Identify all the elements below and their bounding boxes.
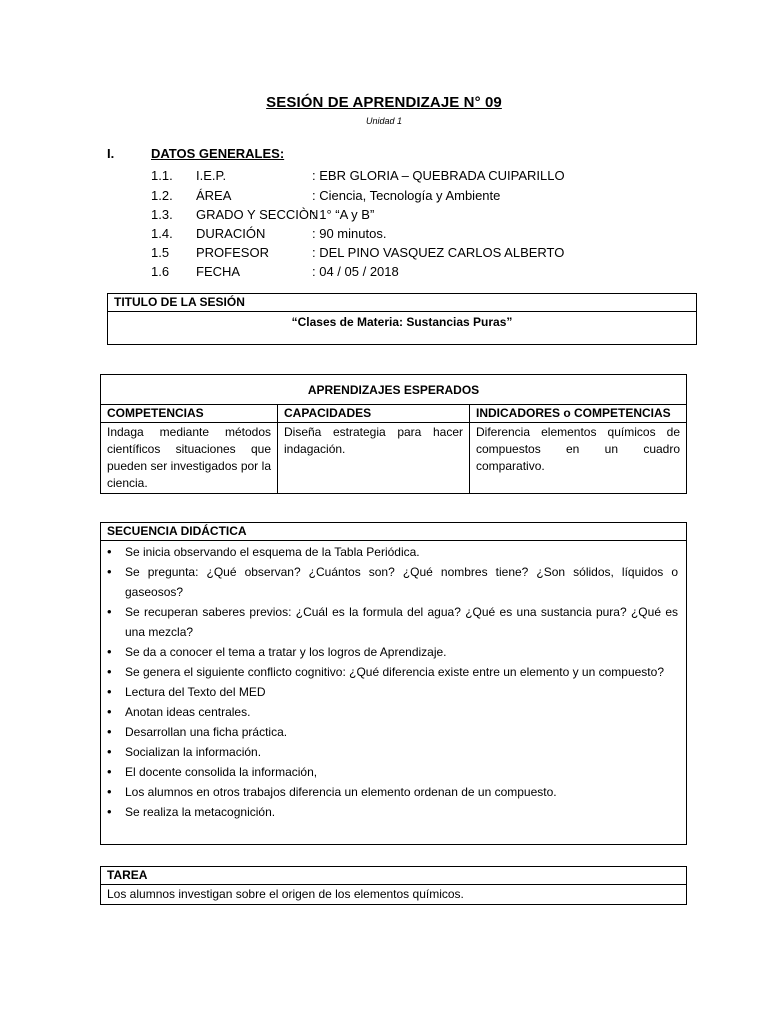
table-caption: APRENDIZAJES ESPERADOS	[101, 375, 687, 405]
column-header-indicadores: INDICADORES o COMPETENCIAS	[470, 405, 687, 423]
list-item: • Se pregunta: ¿Qué observan? ¿Cuántos son? ¿Qué nombres tiene? ¿Son sólidos, líquidos o gaseosos?	[125, 562, 678, 602]
section-number: I.	[107, 146, 115, 161]
session-title-heading: TITULO DE LA SESIÓN	[108, 294, 696, 312]
column-header-competencias: COMPETENCIAS	[101, 405, 278, 423]
row-number: 1.4.	[151, 226, 173, 241]
row-value: : 04 / 05 / 2018	[312, 264, 399, 279]
row-number: 1.3.	[151, 207, 173, 222]
general-data-row	[151, 188, 671, 207]
row-value: : EBR GLORIA – QUEBRADA CUIPARILLO	[312, 168, 565, 183]
row-value: : 1° “A y B”	[312, 207, 375, 222]
general-data-row	[151, 207, 671, 226]
row-label: PROFESOR	[196, 245, 269, 260]
row-label: DURACIÓN	[196, 226, 266, 241]
unit-label: Unidad 1	[365, 116, 403, 126]
table-cell: Indaga mediante métodos científicos situaciones que pueden ser investigados por la ciencia.	[101, 423, 278, 494]
list-item: • Lectura del Texto del MED	[125, 682, 678, 702]
homework-heading: TAREA	[101, 867, 686, 885]
row-number: 1.1.	[151, 168, 173, 183]
row-label: GRADO Y SECCIÒN	[196, 207, 319, 222]
session-title-text: “Clases de Materia: Sustancias Puras”	[291, 315, 513, 329]
list-item: • Los alumnos en otros trabajos diferencia un elemento ordenan de un compuesto.	[125, 782, 678, 802]
list-item: • Se genera el siguiente conflicto cognitivo: ¿Qué diferencia existe entre un elemento y un compuesto?	[125, 662, 678, 682]
list-item: • Se inicia observando el esquema de la Tabla Periódica.	[125, 542, 678, 562]
row-label: ÁREA	[196, 188, 232, 203]
general-data-row	[151, 245, 671, 264]
table-cell: Diferencia elementos químicos de compuestos en un cuadro comparativo.	[470, 423, 687, 494]
row-number: 1.5	[151, 245, 170, 260]
expected-learning-table	[100, 374, 687, 494]
page-title: SESIÓN DE APRENDIZAJE N° 09	[266, 94, 502, 111]
general-data-row	[151, 264, 671, 283]
list-item: • Se recuperan saberes previos: ¿Cuál es la formula del agua? ¿Qué es una sustancia pura? ¿Qué es una mezcla?	[125, 602, 678, 642]
list-item: • Se realiza la metacognición.	[125, 802, 678, 822]
row-label: FECHA	[196, 264, 241, 279]
section-title: DATOS GENERALES:	[151, 146, 285, 161]
row-number: 1.6	[151, 264, 170, 279]
homework-text: Los alumnos investigan sobre el origen de los elementos químicos.	[107, 887, 464, 901]
list-item: • Socializan la información.	[125, 742, 678, 762]
list-item: • Se da a conocer el tema a tratar y los logros de Aprendizaje.	[125, 642, 678, 662]
table-header-row	[101, 405, 687, 423]
row-value: : 90 minutos.	[312, 226, 387, 241]
list-item: • Desarrollan una ficha práctica.	[125, 722, 678, 742]
didactic-sequence-list	[101, 542, 686, 822]
table-caption-row	[101, 375, 687, 405]
table-row	[101, 423, 687, 494]
homework-box	[100, 866, 687, 905]
list-item: • Anotan ideas centrales.	[125, 702, 678, 722]
row-number: 1.2.	[151, 188, 173, 203]
row-label: I.E.P.	[196, 168, 227, 183]
list-item: • El docente consolida la información,	[125, 762, 678, 782]
didactic-sequence-heading: SECUENCIA DIDÁCTICA	[101, 523, 686, 541]
session-title-box	[107, 293, 697, 345]
row-value: : DEL PINO VASQUEZ CARLOS ALBERTO	[312, 245, 565, 260]
didactic-sequence-box	[100, 522, 687, 845]
table-cell: Diseña estrategia para hacer indagación.	[278, 423, 470, 494]
column-header-capacidades: CAPACIDADES	[278, 405, 470, 423]
general-data-row	[151, 226, 671, 245]
row-value: : Ciencia, Tecnología y Ambiente	[312, 188, 501, 203]
general-data-row	[151, 168, 671, 187]
